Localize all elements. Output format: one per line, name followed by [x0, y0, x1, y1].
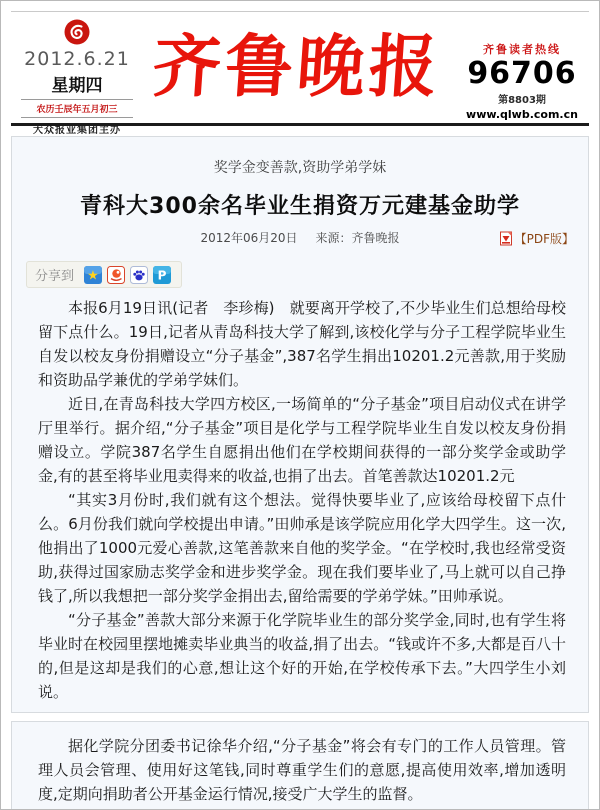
header-lunar-date: 农历壬辰年五月初三 [21, 99, 133, 118]
date-block [21, 17, 133, 136]
article [11, 136, 589, 713]
weibo-icon[interactable] [107, 266, 125, 284]
share-label: 分享到 [35, 269, 75, 284]
header-weekday: 星期四 [51, 76, 103, 96]
pdf-link-label: 【PDF版】 [514, 232, 574, 246]
pdf-version-link[interactable] [499, 230, 574, 247]
svg-text:★: ★ [87, 268, 99, 283]
share-row [12, 249, 588, 290]
article-title: 青科大300余名毕业生捐资万元建基金助学 [80, 194, 520, 219]
qzone-icon[interactable] [84, 266, 102, 284]
hotline-block [461, 17, 583, 121]
header-date: 2012.6.21 [24, 48, 130, 70]
svg-text:P: P [157, 268, 167, 282]
paragraph-3: “其实3月份时,我们就有这个想法。觉得快要毕业了,应该给母校留下点什么。6月份我们就向学校提出申请。”田帅承是该学院应用化学大四学生。这一次,他捐出了1000元爱心善款,这笔善款来自他的奖学金。“在学校时,我也经常受资助,获得过国家励志奖学金和进步奖学金。现在我们要毕业了,马上就可以自己挣钱了,所以我想把一部分奖学金捐出去,留给需要的学弟学妹。”田帅承说。 [38, 491, 566, 605]
website-url: www.qlwb.com.cn [466, 108, 578, 121]
header-organizer: 大众报业集团主办 [33, 125, 121, 136]
pengyou-icon[interactable] [153, 266, 171, 284]
article-meta [12, 229, 588, 249]
paragraph-4: “分子基金”善款大部分来源于化学院毕业生的部分奖学金,同时,也有学生将毕业时在校园里摆地摊卖毕业典当的收益,捐了出去。“钱或许不多,大都是百八十的,但是这却是我们的心意,想让这个好的开始,在学校传承下去。”大四学生小刘说。 [38, 611, 566, 701]
footer-note [11, 721, 589, 810]
issue-number: 第8803期 [498, 95, 546, 106]
paragraph-1: 本报6月19日讯(记者 李珍梅) 就要离开学校了,不少毕业生们总想给母校留下点什么。19日,记者从青岛科技大学了解到,该校化学与分子工程学院毕业生自发以校友身份捐赠设立“分子基金”,387名学生捐出10201.2元善款,用于奖励和资助品学兼优的学弟学妹们。 [38, 299, 566, 389]
footer-paragraph: 据化学院分团委书记徐华介绍,“分子基金”将会有专门的工作人员管理。管理人员会管理、使用好这笔钱,同时尊重学生们的意愿,提高使用效率,增加透明度,定期向捐助者公开基金运行情况,接受广大学生的监督。 [38, 737, 566, 803]
qilu-swirl-logo-icon [62, 17, 92, 47]
hotline-number: 96706 [467, 56, 577, 91]
top-divider [11, 11, 589, 12]
article-kicker: 奖学金变善款,资助学弟学妹 [213, 160, 387, 176]
article-date: 2012年06月20日 [200, 231, 298, 245]
share-bar [26, 261, 182, 288]
masthead-title: 齐鲁晚报 [150, 27, 444, 107]
hotline-label: 齐鲁读者热线 [483, 43, 561, 56]
baidu-icon[interactable] [130, 266, 148, 284]
article-body [12, 290, 588, 704]
article-source: 来源：齐鲁晚报 [315, 231, 400, 245]
masthead-header [1, 1, 599, 136]
pdf-icon [499, 231, 513, 246]
paragraph-2: 近日,在青岛科技大学四方校区,一场简单的“分子基金”项目启动仪式在讲学厅里举行。据介绍,“分子基金”项目是化学与工程学院毕业生自发以校友身份捐赠设立。学院387名学生自愿捐出他们在学校期间获得的一部分奖学金或助学金,有的甚至将毕业甩卖得来的收益,也捐了出去。首笔善款达10201.2元 [38, 395, 566, 485]
